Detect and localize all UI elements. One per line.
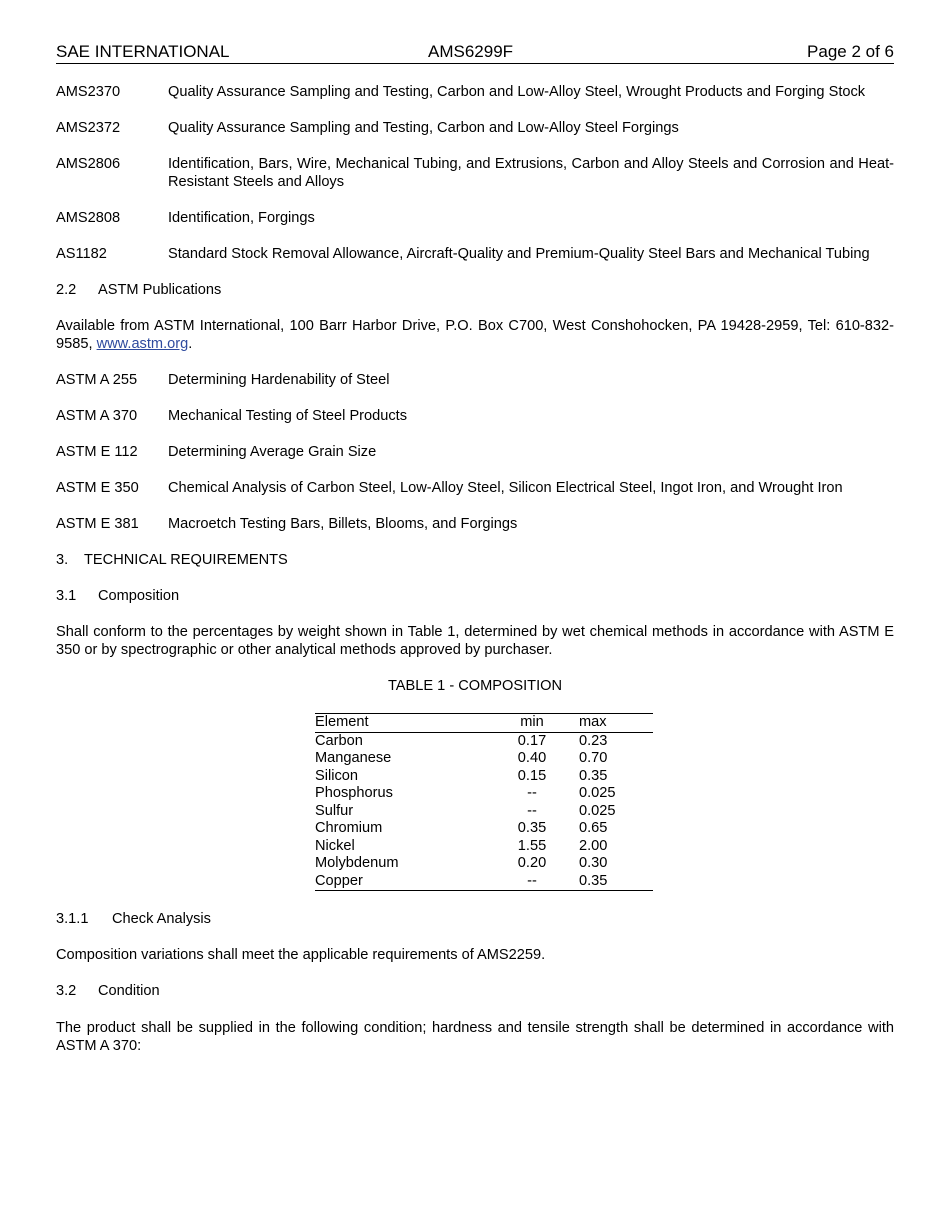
min-cell: 0.40 [517,750,547,766]
section-title: TECHNICAL REQUIREMENTS [84,552,288,568]
reference-code: AMS2808 [56,210,121,226]
min-cell: 0.20 [517,855,547,871]
section-number: 3.1 [56,588,77,604]
section-3-1-1-heading [56,910,894,928]
section-number: 2.2 [56,282,77,298]
reference-title: Chemical Analysis of Carbon Steel, Low-Alloy Steel, Silicon Electrical Steel, Ingot Iron, and Wrought Iron [168,480,843,496]
max-cell: 0.65 [579,820,608,836]
reference-item [56,245,894,263]
reference-item [56,407,894,425]
composition-paragraph: Shall conform to the percentages by weight shown in Table 1, determined by wet chemical methods in accordance with ASTM E 350 or by spectrographic or other analytical methods approved by purchaser. [56,624,894,658]
section-title: ASTM Publications [98,282,222,298]
astm-reference-list [56,371,894,533]
element-cell: Phosphorus [315,785,393,801]
table-row [315,803,653,821]
reference-item [56,83,894,101]
table-row [315,873,653,891]
table-header-row [315,714,653,733]
availability-text: Available from ASTM International, 100 Barr Harbor Drive, P.O. Box C700, West Conshohocken, PA 19428-2959, Tel: 610-832-9585, [56,318,894,352]
table-row [315,785,653,803]
composition-table [315,713,653,891]
header-org: SAE INTERNATIONAL [56,42,230,61]
section-2-2-heading [56,281,894,299]
table-row [315,732,653,750]
reference-code: ASTM E 350 [56,480,139,496]
min-cell: -- [527,872,537,889]
reference-title: Identification, Bars, Wire, Mechanical Tubing, and Extrusions, Carbon and Alloy Steels and Corrosion and Heat-Resistant Steels and Alloys [168,156,894,190]
max-cell: 0.025 [579,802,616,819]
table-caption: TABLE 1 - COMPOSITION [387,678,563,694]
column-header-element: Element [315,714,369,730]
reference-item [56,371,894,389]
section-number: 3.2 [56,983,77,999]
table-row [315,768,653,786]
ams-reference-list [56,83,894,263]
min-cell: 1.55 [517,837,547,854]
min-cell: 0.17 [517,732,547,749]
document-page [56,42,894,1055]
section-title: Check Analysis [112,911,211,927]
section-3-1-heading [56,587,894,605]
reference-code: ASTM A 255 [56,372,138,388]
header-doc-number: AMS6299F [428,42,514,61]
section-3-2-heading [56,982,894,1000]
max-cell: 0.025 [579,785,616,801]
section-number: 3. [56,552,69,568]
reference-code: AMS2806 [56,156,121,172]
element-cell: Copper [315,872,363,889]
max-cell: 2.00 [579,837,608,854]
column-header-min: min [520,714,544,730]
min-cell: -- [527,802,537,819]
reference-title: Identification, Forgings [168,210,315,226]
element-cell: Nickel [315,837,355,854]
table-row [315,750,653,768]
reference-item [56,515,894,533]
reference-item [56,155,894,191]
reference-title: Mechanical Testing of Steel Products [168,408,408,424]
reference-code: AMS2370 [56,84,121,100]
section-title: Composition [98,588,180,604]
reference-title: Determining Average Grain Size [168,444,377,460]
condition-paragraph: The product shall be supplied in the following condition; hardness and tensile strength shall be determined in accordance with ASTM A 370: [56,1020,894,1054]
max-cell: 0.30 [579,855,608,871]
table-row [315,820,653,838]
min-cell: -- [527,785,537,801]
reference-code: ASTM E 381 [56,516,139,532]
element-cell: Molybdenum [315,855,399,871]
reference-item [56,479,894,497]
max-cell: 0.35 [579,872,608,889]
reference-code: ASTM A 370 [56,408,138,424]
astm-website-link[interactable]: www.astm.org [96,336,189,352]
max-cell: 0.70 [579,750,608,766]
reference-item [56,209,894,227]
reference-title: Quality Assurance Sampling and Testing, Carbon and Low-Alloy Steel Forgings [168,120,679,136]
header-page-number: Page 2 of 6 [807,42,894,61]
min-cell: 0.15 [517,767,547,784]
section-title: Condition [98,983,160,999]
max-cell: 0.23 [579,732,608,749]
reference-title: Standard Stock Removal Allowance, Aircraft-Quality and Premium-Quality Steel Bars and Mechanical Tubing [168,246,870,262]
table-row [315,855,653,873]
reference-title: Determining Hardenability of Steel [168,372,390,388]
reference-code: ASTM E 112 [56,444,138,460]
min-cell: 0.35 [517,820,547,836]
availability-end: . [188,336,193,352]
element-cell: Silicon [315,767,358,784]
table-row [315,838,653,856]
reference-code: AMS2372 [56,120,121,136]
max-cell: 0.35 [579,767,608,784]
element-cell: Chromium [315,820,383,836]
column-header-max: max [579,714,607,730]
element-cell: Carbon [315,732,363,749]
check-analysis-paragraph: Composition variations shall meet the applicable requirements of AMS2259. [56,947,546,963]
reference-title: Quality Assurance Sampling and Testing, Carbon and Low-Alloy Steel, Wrought Products and Forging Stock [168,84,866,100]
reference-title: Macroetch Testing Bars, Billets, Blooms, and Forgings [168,516,518,532]
reference-item [56,119,894,137]
astm-availability-text [56,317,894,353]
section-number: 3.1.1 [56,911,89,927]
element-cell: Sulfur [315,802,354,819]
element-cell: Manganese [315,750,392,766]
reference-item [56,443,894,461]
reference-code: AS1182 [56,246,107,262]
section-3-heading [56,551,894,569]
page-header [56,42,894,64]
